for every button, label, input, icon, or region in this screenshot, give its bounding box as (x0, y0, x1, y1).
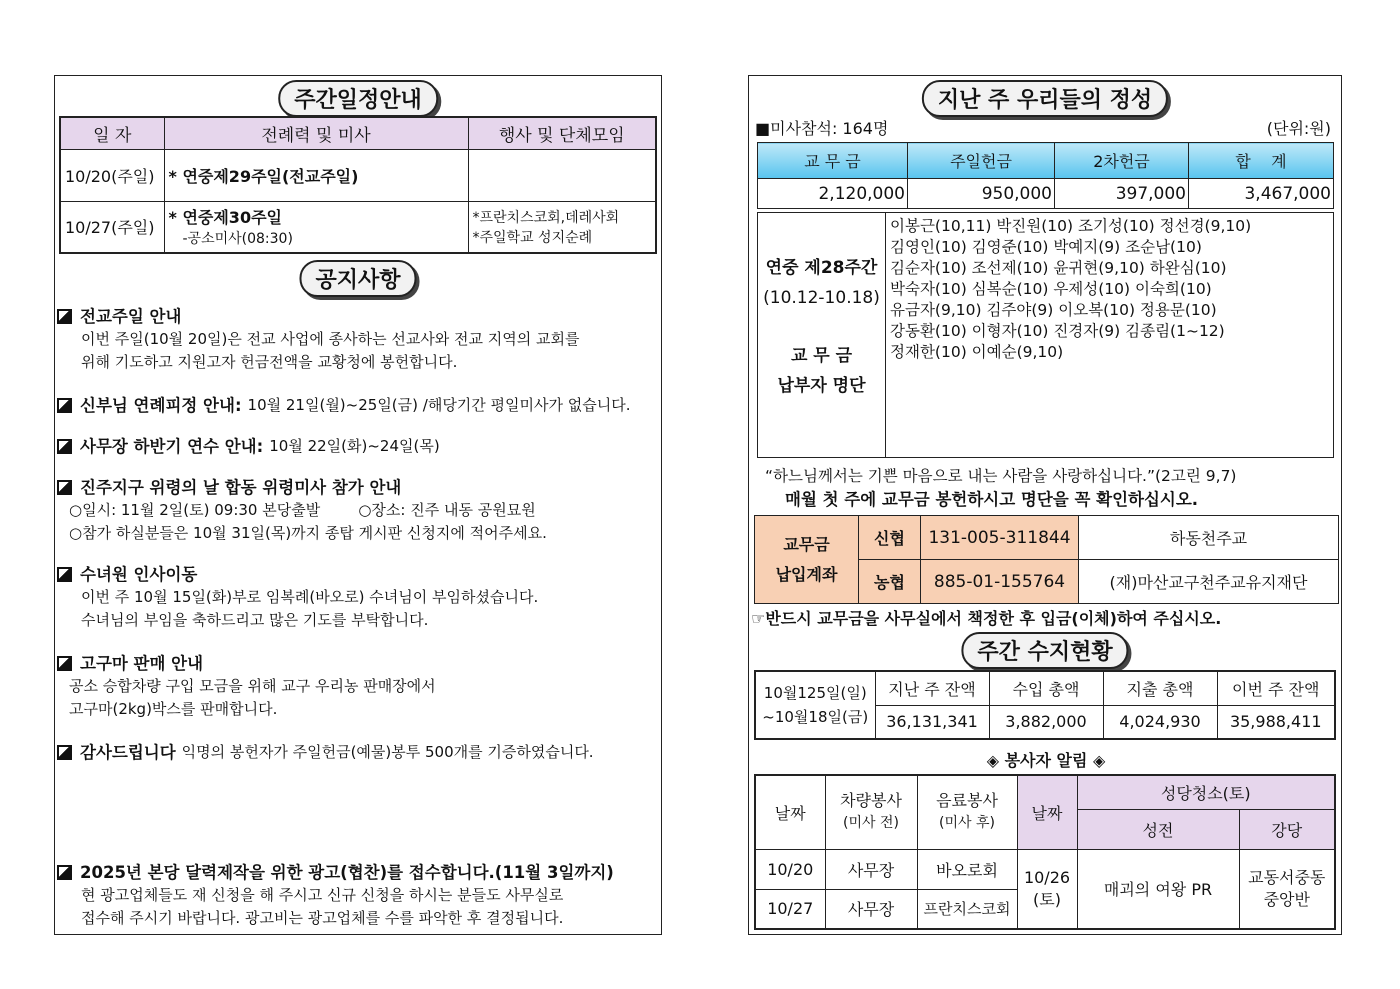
donor-label: 납부자 명단 (777, 376, 866, 396)
vol-date: 10/27 (755, 889, 825, 929)
vol-header-car: 차량봉사 (840, 791, 902, 811)
schedule-date: 10/27(주일) (60, 201, 164, 253)
finance-period: ~10월18일(금) (762, 708, 869, 726)
notice-line: 이번 주 10월 15일(화)부로 임복례(바오로) 수녀님이 부임하셨습니다. (81, 588, 539, 606)
vol-clean-date: 10/26 (1023, 867, 1071, 887)
bank-name: 신협 (859, 516, 921, 560)
finance-value: 35,988,411 (1217, 705, 1335, 739)
notice-line: 위해 기도하고 지원고자 헌금전액을 교황청에 봉헌합니다. (81, 353, 458, 371)
finance-title: 주간 수지현황 (961, 632, 1128, 669)
finance-period: 10월125일(일) (763, 684, 867, 702)
notice-inline: 10월 22일(화)~24일(목) (269, 437, 440, 455)
finance-value: 3,882,000 (989, 705, 1103, 739)
account-label: 납입계좌 (775, 564, 838, 584)
account-number: 885-01-155764 (921, 560, 1079, 604)
donor-period: (10.12-10.18) (763, 288, 880, 308)
finance-header: 이번 주 잔액 (1217, 671, 1335, 705)
donor-line: 정재한(10) 이예순(9,10) (890, 343, 1064, 361)
donor-line: 박숙자(10) 심복순(10) 우제성(10) 이숙희(10) (890, 280, 1212, 298)
volunteer-title: ◈ 봉사자 알림 ◈ (986, 751, 1106, 770)
left-panel (54, 75, 662, 935)
checkbox-icon (57, 745, 72, 760)
vol-car: 사무장 (825, 889, 917, 929)
donor-label: 교 무 금 (790, 346, 853, 366)
vol-header-date2: 날짜 (1017, 775, 1077, 849)
notice-head: 수녀원 인사이동 (80, 565, 198, 584)
notice-line: 공소 승합차량 구입 모금을 위해 교구 우리농 판매장에서 (69, 677, 436, 695)
schedule-title: 주간일정안내 (278, 80, 438, 117)
notice-head: 고구마 판매 안내 (80, 654, 204, 673)
schedule-header-date: 일 자 (60, 117, 164, 149)
donor-line: 유금자(9,10) 김주야(9) 이오복(10) 정용문(10) (890, 301, 1217, 319)
finance-value: 4,024,930 (1103, 705, 1217, 739)
vol-drink: 바오로회 (917, 849, 1017, 889)
schedule-liturgy: * 연중제30주일 (168, 208, 282, 228)
schedule-liturgy-cell (164, 201, 468, 253)
vol-clean-sanctuary: 매괴의 여왕 PR (1077, 849, 1239, 929)
schedule-event: *프란치스코회,데레사회 (472, 209, 620, 226)
donor-line: 김영인(10) 김영준(10) 박예지(9) 조순남(10) (890, 238, 1202, 256)
finance-header: 지난 주 잔액 (875, 671, 989, 705)
notice-line: 고구마(2kg)박스를 판매합니다. (69, 700, 278, 718)
vol-header-car-cell (825, 775, 917, 849)
vol-clean-date-cell (1017, 849, 1077, 929)
schedule-liturgy-sub: -공소미사(08:30) (182, 231, 293, 248)
notice-inline: 10월 21일(월)~25일(금) /해당기간 평일미사가 없습니다. (247, 396, 631, 414)
offering-header: 주일헌금 (908, 143, 1055, 179)
schedule-date: 10/20(주일) (60, 149, 164, 201)
schedule-row (60, 149, 656, 201)
vol-header-drink: 음료봉사 (936, 791, 998, 811)
offering-value: 2,120,000 (758, 179, 908, 209)
account-note: ☞반드시 교무금을 사무실에서 책정한 후 입금(이체)하여 주십시오. (751, 609, 1222, 628)
checkbox-icon (57, 309, 72, 324)
monthly-notice: 매월 첫 주에 교무금 봉헌하시고 명단을 꼭 확인하십시오. (785, 490, 1199, 509)
notice-line: 현 광고업체들도 재 신청을 해 주시고 신규 신청을 하시는 분들도 사무실로 (81, 886, 564, 904)
bank-name: 농협 (859, 560, 921, 604)
notice-head: 사무장 하반기 연수 안내: (80, 437, 264, 456)
notice-line: 수녀님의 부임을 축하드리고 많은 기도를 부탁합니다. (81, 611, 429, 629)
offering-title: 지난 주 우리들의 정성 (922, 80, 1168, 117)
schedule-table (59, 116, 657, 254)
finance-value: 36,131,341 (875, 705, 989, 739)
notice-inline: 익명의 봉헌자가 주일헌금(예물)봉투 500개를 기증하였습니다. (181, 743, 594, 761)
checkbox-icon (57, 480, 72, 495)
notice-head: 신부님 연례피정 안내: (80, 396, 242, 415)
notice-item (55, 861, 663, 930)
checkbox-icon (57, 439, 72, 454)
donor-line: 강동환(10) 이형자(10) 진경자(9) 김종림(1~12) (890, 322, 1225, 340)
notice-item (55, 435, 663, 458)
finance-header: 지출 총액 (1103, 671, 1217, 705)
vol-header-car-sub: (미사 전) (843, 815, 899, 832)
notice-head: 2025년 본당 달력제작을 위한 광고(협찬)를 접수합니다.(11월 3일까지) (80, 863, 614, 882)
checkbox-icon (57, 398, 72, 413)
donor-line: 김순자(10) 조선제(10) 윤귀현(9,10) 하완심(10) (890, 259, 1227, 277)
checkbox-icon (57, 865, 72, 880)
notice-line: ○일시: 11월 2일(토) 09:30 본당출발 ○장소: 진주 내동 공원묘원 (69, 501, 536, 519)
donor-label-cell (758, 213, 886, 458)
schedule-row (60, 201, 656, 253)
checkbox-icon (57, 567, 72, 582)
schedule-events (468, 149, 656, 201)
vol-header-drink-sub: (미사 후) (939, 815, 995, 832)
offering-value: 950,000 (908, 179, 1055, 209)
vol-header-clean: 성당청소(토) (1077, 775, 1335, 809)
finance-table (754, 670, 1336, 740)
attendance: ■미사참석: 164명 (755, 119, 889, 138)
donor-line: 이봉근(10,11) 박진원(10) 조기성(10) 정선경(9,10) (890, 217, 1252, 235)
vol-header-drink-cell (917, 775, 1017, 849)
notice-head: 감사드립니다 (80, 743, 176, 762)
donor-list (886, 213, 1334, 458)
offering-header: 2차헌금 (1055, 143, 1189, 179)
vol-date: 10/20 (755, 849, 825, 889)
checkbox-icon (57, 656, 72, 671)
notice-title: 공지사항 (299, 260, 416, 297)
finance-period-cell (755, 671, 875, 739)
volunteer-row (755, 849, 1335, 889)
offering-value: 3,467,000 (1189, 179, 1334, 209)
offering-value: 397,000 (1055, 179, 1189, 209)
account-number: 131-005-311844 (921, 516, 1079, 560)
vol-drink: 프란치스코회 (917, 889, 1017, 929)
offering-table (757, 142, 1334, 209)
schedule-header-events: 행사 및 단체모임 (468, 117, 656, 149)
schedule-event: *주일학교 성지순례 (472, 229, 593, 246)
right-panel (748, 75, 1342, 935)
notice-line: 이번 주일(10월 20일)은 전교 사업에 종사하는 선교사와 전교 지역의 교회를 (81, 330, 580, 348)
notice-line: 접수해 주시기 바랍니다. 광고비는 광고업체를 수를 파악한 후 결정됩니다. (81, 909, 564, 927)
vol-clean-hall: 중앙반 (1263, 889, 1310, 909)
offering-header: 교 무 금 (758, 143, 908, 179)
schedule-header-liturgy: 전례력 및 미사 (164, 117, 468, 149)
notice-item (55, 394, 663, 417)
vol-clean-hall: 교동서중동 (1248, 867, 1326, 887)
volunteer-table (754, 774, 1336, 930)
account-label: 교무금 (783, 534, 830, 554)
vol-header-hall: 강당 (1239, 809, 1335, 849)
notice-item (55, 476, 663, 545)
vol-header-date: 날짜 (755, 775, 825, 849)
notice-head: 전교주일 안내 (80, 307, 182, 326)
vol-clean-day: (토) (1033, 889, 1061, 909)
vol-header-sanctuary: 성전 (1077, 809, 1239, 849)
vol-car: 사무장 (825, 849, 917, 889)
notice-item (55, 741, 663, 764)
notice-item (55, 305, 663, 374)
finance-header: 수입 총액 (989, 671, 1103, 705)
vol-clean-hall-cell (1239, 849, 1335, 929)
account-holder: 하동천주교 (1079, 516, 1339, 560)
notice-line: ○참가 하실분들은 10월 31일(목)까지 종탑 게시판 신청지에 적어주세요. (69, 524, 547, 542)
quote: “하느님께서는 기쁜 마음으로 내는 사람을 사랑하십니다.”(2고린 9,7) (765, 467, 1237, 485)
donor-week: 연중 제28주간 (765, 258, 878, 278)
schedule-liturgy: * 연중제29주일(전교주일) (164, 149, 468, 201)
offering-header: 합 계 (1189, 143, 1334, 179)
schedule-events-cell (468, 201, 656, 253)
donor-table (757, 212, 1334, 458)
account-holder: (재)마산교구천주교유지재단 (1079, 560, 1339, 604)
notice-item (55, 563, 663, 632)
notice-item (55, 652, 663, 721)
notice-head: 진주지구 위령의 날 합동 위령미사 참가 안내 (80, 478, 402, 497)
account-label-cell (755, 516, 859, 604)
account-table (754, 515, 1339, 604)
unit-label: (단위:원) (1266, 119, 1331, 138)
